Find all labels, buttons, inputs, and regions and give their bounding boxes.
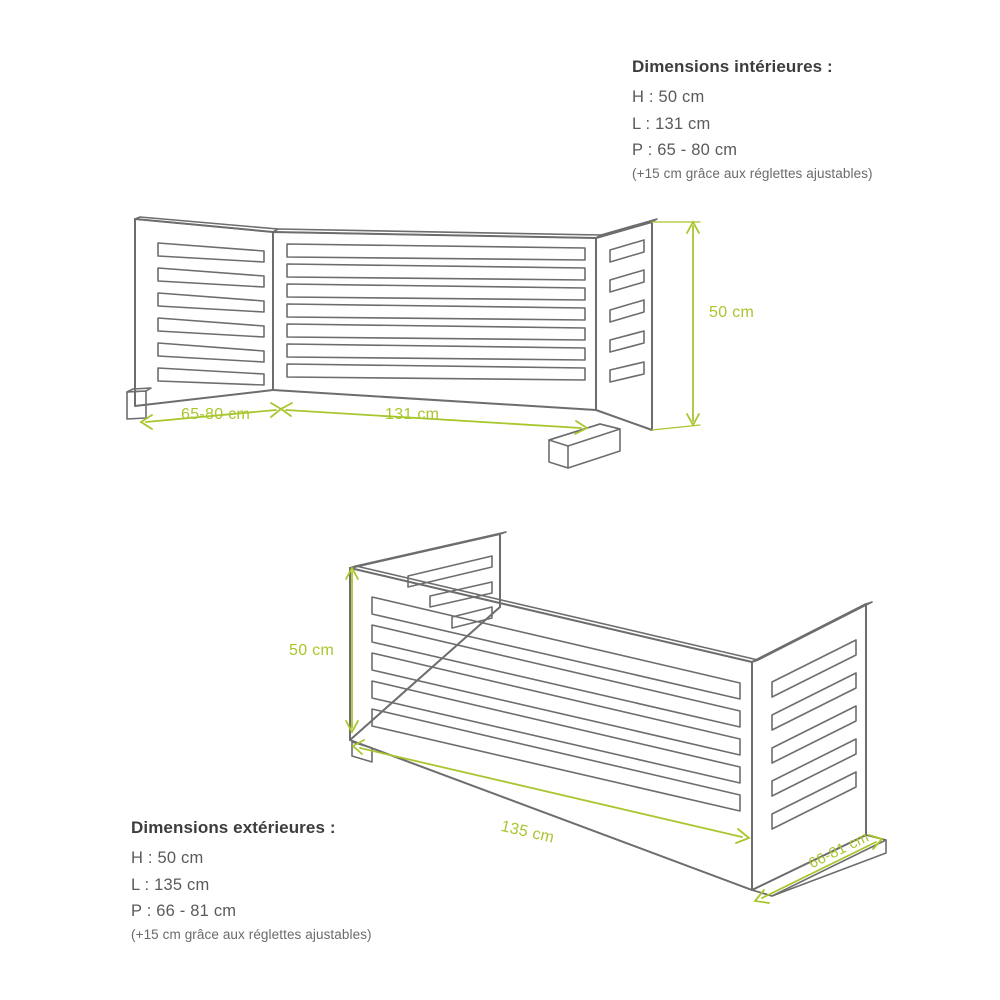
exterior-adjustable-note: (+15 cm grâce aux réglettes ajustables) <box>131 927 372 943</box>
exterior-dimensions-block <box>131 818 372 942</box>
exterior-dimensions-title: Dimensions extérieures : <box>131 818 336 837</box>
dimension-label-top-depth: 65-80 cm <box>181 406 251 423</box>
top-dimension-lines <box>141 222 700 434</box>
bottom-product-drawing <box>350 532 886 896</box>
top-product-drawing <box>127 217 657 468</box>
interior-height-line: H : 50 cm <box>632 88 705 106</box>
interior-width-line: L : 131 cm <box>632 114 711 133</box>
dimension-label-top-height: 50 cm <box>709 304 755 321</box>
exterior-width-line: L : 135 cm <box>131 875 210 894</box>
exterior-depth-line: P : 66 - 81 cm <box>131 902 237 921</box>
dimension-label-bottom-width: 135 cm <box>499 818 556 847</box>
interior-adjustable-note: (+15 cm grâce aux réglettes ajustables) <box>632 166 873 182</box>
bottom-dimension-lines <box>346 568 882 903</box>
interior-dimensions-title: Dimensions intérieures : <box>632 57 833 76</box>
interior-depth-line: P : 65 - 80 cm <box>632 141 738 160</box>
dimension-label-top-width: 131 cm <box>385 406 440 423</box>
dimension-label-bottom-depth: 66-81 cm <box>806 828 872 873</box>
exterior-height-line: H : 50 cm <box>131 849 204 867</box>
interior-dimensions-block <box>632 57 873 181</box>
dimension-label-bottom-height: 50 cm <box>289 642 335 659</box>
